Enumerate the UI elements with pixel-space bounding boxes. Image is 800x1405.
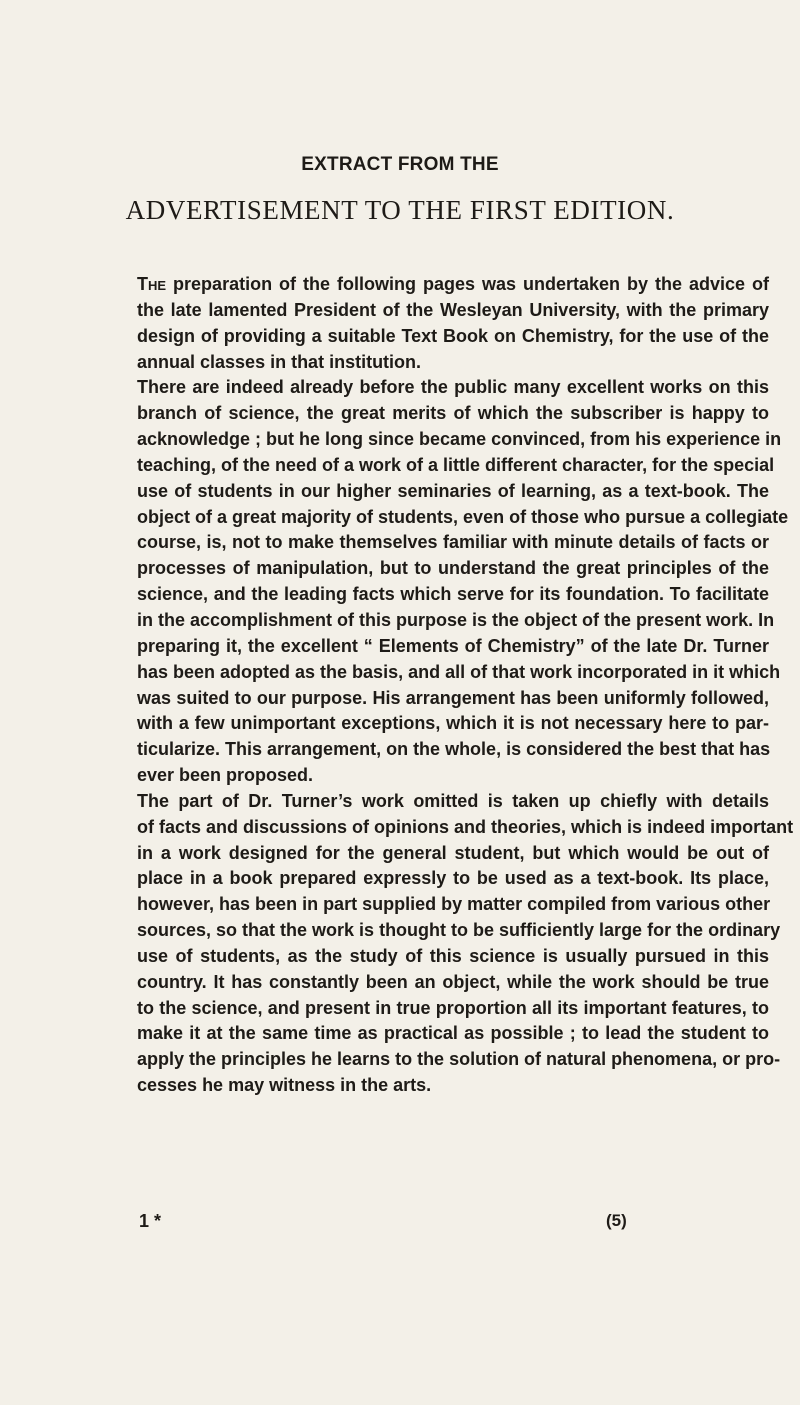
text-line: annual classes in that institution. [137,351,422,372]
text-line: has been adopted as the basis, and all of that work incorporated in it which [137,661,781,682]
text-line: apply the principles he learns to the solution of natural phenomena, or pro- [137,1049,781,1070]
drop-word: The [137,274,167,294]
text-line: sources, so that the work is thought to be sufficiently large for the ordinary [137,920,781,941]
text-line: cesses he may witness in the arts. [137,1075,432,1096]
text-line: The preparation of the following pages was undertaken by the advice of [137,274,769,294]
text-line: There are indeed already before the public many excellent works on this [137,377,769,398]
text-line: ticularize. This arrangement, on the whole, is considered the best that has [137,739,771,760]
text-line: processes of manipulation, but to understand the great principles of the [137,558,769,579]
text-line: the late lamented President of the Wesleyan University, with the primary [137,299,769,320]
text-line: The part of Dr. Turner’s work omitted is taken up chiefly with details [137,790,769,811]
text-line: teaching, of the need of a work of a little different character, for the special [137,454,775,475]
text-line: to the science, and present in true proportion all its important features, to [137,997,769,1018]
text-line: acknowledge ; but he long since became convinced, from his experience in [137,429,782,450]
text-line: science, and the leading facts which serve for its foundation. To facilitate [137,584,769,605]
text-line: use of students, as the study of this science is usually pursued in this [137,945,769,966]
text-line: make it at the same time as practical as possible ; to lead the student to [137,1023,769,1044]
page-number: (5) [606,1211,627,1230]
text-line: country. It has constantly been an object, while the work should be true [137,971,769,992]
heading-extract: EXTRACT FROM THE [301,154,499,175]
text-line: use of students in our higher seminaries of learning, as a text-book. The [137,480,769,501]
text-line: place in a book prepared expressly to be used as a text-book. Its place, [137,868,769,889]
text-line: branch of science, the great merits of which the subscriber is happy to [137,403,769,424]
text-line: was suited to our purpose. His arrangement has been uniformly followed, [137,687,769,708]
body-text [137,272,794,1099]
text-line: however, has been in part supplied by matter compiled from various other [137,894,771,915]
text-line: with a few unimportant exceptions, which it is not necessary here to par- [137,713,769,734]
text-line: ever been proposed. [137,765,314,786]
text-line: in a work designed for the general student, but which would be out of [137,842,769,863]
page-footer [137,1211,769,1237]
signature-mark: 1 * [139,1211,162,1231]
text-line: in the accomplishment of this purpose is the object of the present work. In [137,609,775,630]
text-line: course, is, not to make themselves familiar with minute details of facts or [137,532,769,553]
text-line: preparing it, the excellent “ Elements of Chemistry” of the late Dr. Turner [137,635,769,656]
text-line: object of a great majority of students, even of those who pursue a collegiate [137,506,789,527]
text-line: design of providing a suitable Text Book on Chemistry, for the use of the [137,325,769,346]
heading-advertisement: ADVERTISEMENT TO THE FIRST EDITION. [125,195,675,225]
text-line: of facts and discussions of opinions and theories, which is indeed important [137,816,794,837]
